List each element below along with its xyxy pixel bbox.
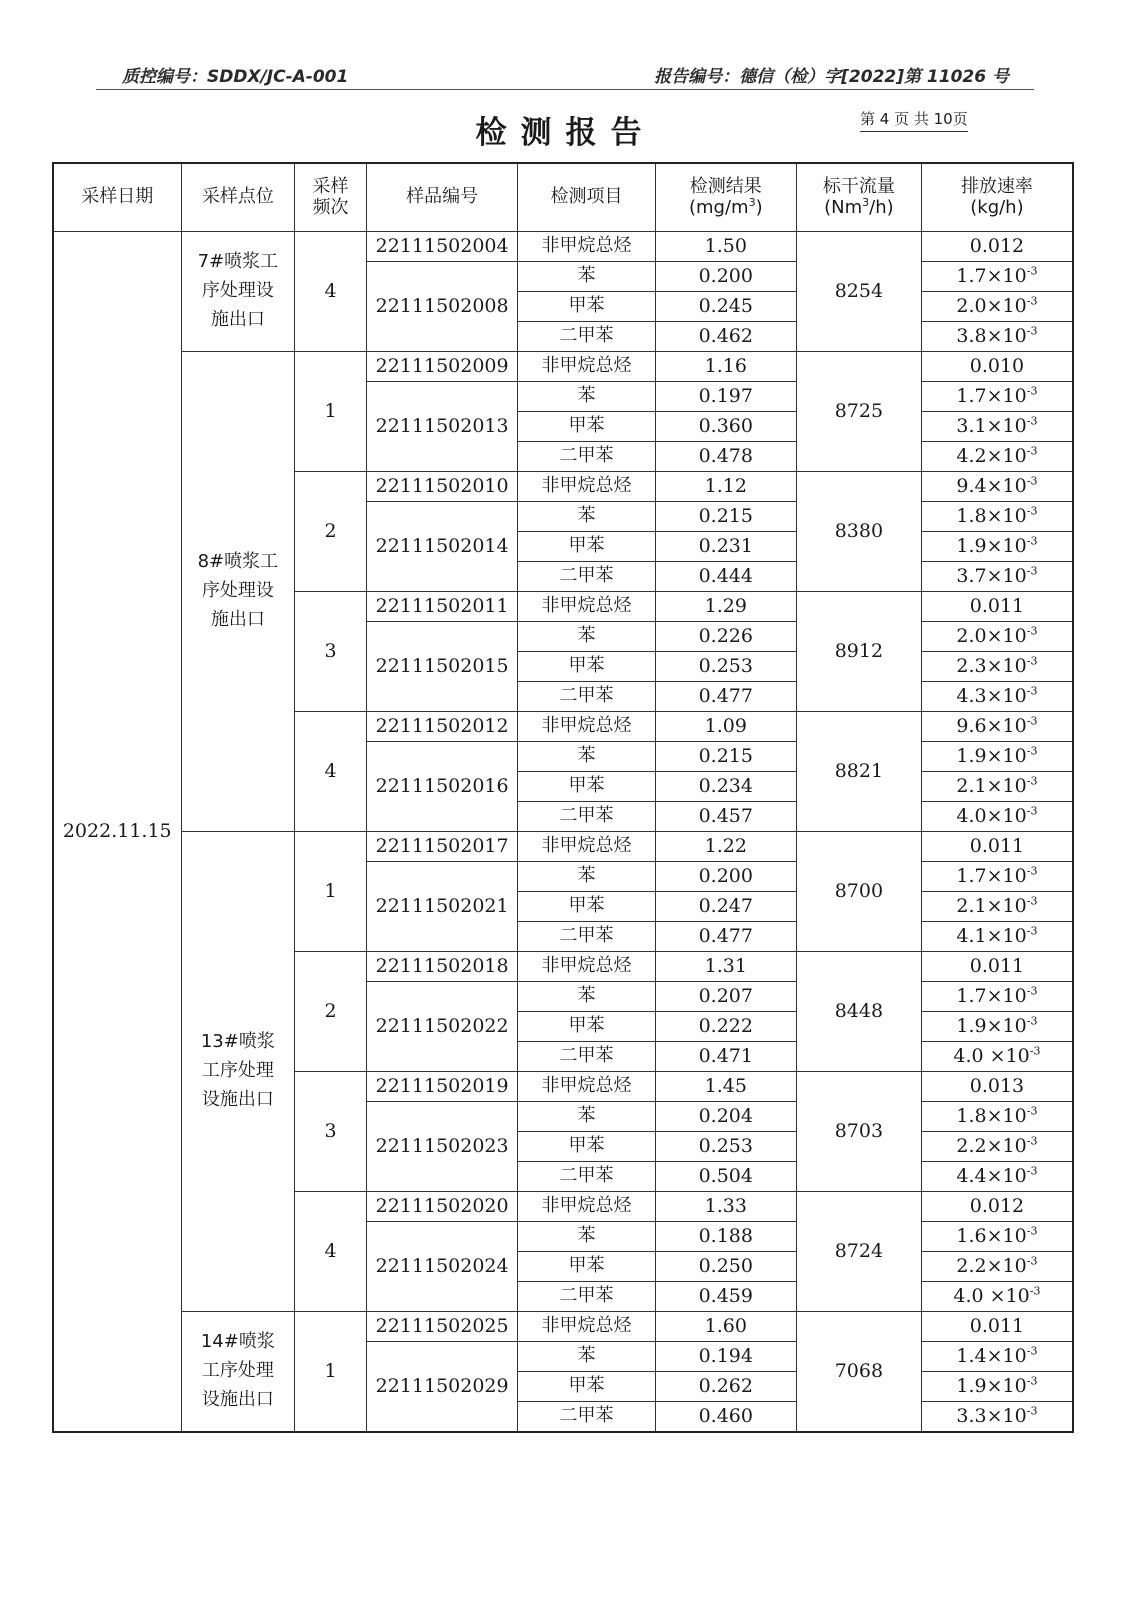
emission-rate: $2.0\times 10^{-3}$ (921, 292, 1073, 322)
table-header-row (53, 163, 1073, 232)
test-result: 0.262 (655, 1372, 796, 1402)
test-result: 0.234 (655, 772, 796, 802)
test-result: 0.226 (655, 622, 796, 652)
sample-number: 22111502011 (366, 592, 518, 622)
test-result: 1.60 (655, 1312, 796, 1342)
test-item: 甲苯 (518, 772, 655, 802)
test-result: 0.215 (655, 502, 796, 532)
test-result: 0.457 (655, 802, 796, 832)
table-row (53, 352, 1073, 382)
test-result: 0.459 (655, 1282, 796, 1312)
emission-rate: 0.011 (921, 592, 1073, 622)
sample-number: 22111502024 (366, 1222, 518, 1312)
emission-rate: $9.4\times 10^{-3}$ (921, 472, 1073, 502)
sample-number: 22111502012 (366, 712, 518, 742)
emission-rate: $1.8\times 10^{-3}$ (921, 1102, 1073, 1132)
test-item: 甲苯 (518, 652, 655, 682)
emission-rate: 0.010 (921, 352, 1073, 382)
test-result: 0.245 (655, 292, 796, 322)
header-test-item: 检测项目 (518, 163, 655, 232)
sampling-frequency: 3 (295, 1072, 367, 1192)
test-item: 非甲烷总烃 (518, 352, 655, 382)
emission-rate: 0.011 (921, 1312, 1073, 1342)
test-item: 二甲苯 (518, 322, 655, 352)
emission-rate: $1.8\times 10^{-3}$ (921, 502, 1073, 532)
test-item: 二甲苯 (518, 1162, 655, 1192)
test-item: 非甲烷总烃 (518, 592, 655, 622)
sampling-location: 13#喷浆 工序处理 设施出口 (181, 832, 295, 1312)
header-sampling-location: 采样点位 (181, 163, 295, 232)
sample-number: 22111502014 (366, 502, 518, 592)
emission-rate: $3.1\times 10^{-3}$ (921, 412, 1073, 442)
test-item: 非甲烷总烃 (518, 1072, 655, 1102)
test-item: 二甲苯 (518, 802, 655, 832)
emission-rate: $4.1\times 10^{-3}$ (921, 922, 1073, 952)
test-item: 非甲烷总烃 (518, 952, 655, 982)
test-result: 0.200 (655, 262, 796, 292)
standard-flow: 8254 (796, 232, 921, 352)
standard-flow: 8380 (796, 472, 921, 592)
test-item: 甲苯 (518, 1132, 655, 1162)
test-item: 苯 (518, 502, 655, 532)
header-sample-number: 样品编号 (366, 163, 518, 232)
test-item: 非甲烷总烃 (518, 832, 655, 862)
standard-flow: 8725 (796, 352, 921, 472)
test-item: 甲苯 (518, 1252, 655, 1282)
sample-number: 22111502009 (366, 352, 518, 382)
standard-flow: 8912 (796, 592, 921, 712)
sample-number: 22111502004 (366, 232, 518, 262)
page-info: 第 4 页 共 10页 (860, 108, 968, 132)
test-result: 0.200 (655, 862, 796, 892)
header-emission-rate: 排放速率 (kg/h) (921, 163, 1073, 232)
header-flow: 标干流量 (Nm$^3$/h) (796, 163, 921, 232)
test-item: 非甲烷总烃 (518, 472, 655, 502)
test-result: 0.444 (655, 562, 796, 592)
standard-flow: 8448 (796, 952, 921, 1072)
test-result: 0.477 (655, 922, 796, 952)
test-result: 1.29 (655, 592, 796, 622)
emission-rate: $2.2\times 10^{-3}$ (921, 1132, 1073, 1162)
sample-number: 22111502023 (366, 1102, 518, 1192)
emission-rate: $2.0\times 10^{-3}$ (921, 622, 1073, 652)
sampling-frequency: 4 (295, 1192, 367, 1312)
test-result: 1.22 (655, 832, 796, 862)
test-item: 苯 (518, 262, 655, 292)
page-title: 检测报告 (475, 115, 656, 151)
sample-number: 22111502015 (366, 622, 518, 712)
emission-rate: $2.3\times 10^{-3}$ (921, 652, 1073, 682)
test-result: 1.31 (655, 952, 796, 982)
test-item: 二甲苯 (518, 1282, 655, 1312)
test-item: 非甲烷总烃 (518, 712, 655, 742)
emission-rate: 0.011 (921, 952, 1073, 982)
emission-rate: $1.9\times 10^{-3}$ (921, 532, 1073, 562)
test-result: 0.462 (655, 322, 796, 352)
sampling-frequency: 2 (295, 952, 367, 1072)
sampling-location: 8#喷浆工 序处理设 施出口 (181, 352, 295, 832)
sample-number: 22111502025 (366, 1312, 518, 1342)
emission-rate: $4.0 \times 10^{-3}$ (921, 1282, 1073, 1312)
test-result: 1.33 (655, 1192, 796, 1222)
header-sampling-frequency: 采样 频次 (295, 163, 367, 232)
emission-rate: 0.012 (921, 1192, 1073, 1222)
table-row (53, 832, 1073, 862)
test-result: 0.207 (655, 982, 796, 1012)
emission-rate: 0.011 (921, 832, 1073, 862)
sample-number: 22111502020 (366, 1192, 518, 1222)
test-item: 甲苯 (518, 412, 655, 442)
emission-rate: $1.7\times 10^{-3}$ (921, 982, 1073, 1012)
test-item: 苯 (518, 622, 655, 652)
emission-rate: $4.3\times 10^{-3}$ (921, 682, 1073, 712)
test-item: 苯 (518, 1102, 655, 1132)
sample-number: 22111502013 (366, 382, 518, 472)
test-result: 0.197 (655, 382, 796, 412)
test-result: 1.12 (655, 472, 796, 502)
table-body (53, 232, 1073, 1433)
test-result: 0.478 (655, 442, 796, 472)
emission-rate: $3.8\times 10^{-3}$ (921, 322, 1073, 352)
header-divider (96, 89, 1034, 90)
test-item: 苯 (518, 982, 655, 1012)
sampling-location: 7#喷浆工 序处理设 施出口 (181, 232, 295, 352)
sample-number: 22111502022 (366, 982, 518, 1072)
test-item: 二甲苯 (518, 682, 655, 712)
header-test-result: 检测结果 $(mg/m^3)$ (655, 163, 796, 232)
emission-rate: $4.2\times 10^{-3}$ (921, 442, 1073, 472)
emission-rate: $2.1\times 10^{-3}$ (921, 892, 1073, 922)
test-result: 0.471 (655, 1042, 796, 1072)
test-result: 0.253 (655, 652, 796, 682)
emission-rate: $2.1\times 10^{-3}$ (921, 772, 1073, 802)
sample-number: 22111502021 (366, 862, 518, 952)
emission-rate: 0.013 (921, 1072, 1073, 1102)
test-item: 二甲苯 (518, 442, 655, 472)
header-sampling-date: 采样日期 (53, 163, 181, 232)
test-item: 非甲烷总烃 (518, 1312, 655, 1342)
emission-rate: $4.0\times 10^{-3}$ (921, 802, 1073, 832)
emission-rate: $3.7\times 10^{-3}$ (921, 562, 1073, 592)
test-item: 甲苯 (518, 1012, 655, 1042)
test-item: 二甲苯 (518, 922, 655, 952)
sampling-frequency: 2 (295, 472, 367, 592)
test-item: 苯 (518, 382, 655, 412)
emission-rate: $4.0 \times 10^{-3}$ (921, 1042, 1073, 1072)
sampling-frequency: 1 (295, 832, 367, 952)
emission-rate: $1.7\times 10^{-3}$ (921, 382, 1073, 412)
emission-rate: $1.6\times 10^{-3}$ (921, 1222, 1073, 1252)
test-item: 甲苯 (518, 1372, 655, 1402)
standard-flow: 7068 (796, 1312, 921, 1433)
test-item: 苯 (518, 862, 655, 892)
standard-flow: 8821 (796, 712, 921, 832)
test-result: 0.247 (655, 892, 796, 922)
test-item: 甲苯 (518, 532, 655, 562)
test-result: 0.194 (655, 1342, 796, 1372)
emission-rate: $1.9\times 10^{-3}$ (921, 1012, 1073, 1042)
test-item: 甲苯 (518, 892, 655, 922)
standard-flow: 8700 (796, 832, 921, 952)
table-row (53, 1312, 1073, 1342)
sample-number: 22111502019 (366, 1072, 518, 1102)
test-result: 0.231 (655, 532, 796, 562)
test-result: 0.504 (655, 1162, 796, 1192)
sampling-frequency: 1 (295, 1312, 367, 1433)
results-table (52, 162, 1074, 1433)
standard-flow: 8703 (796, 1072, 921, 1192)
emission-rate: 0.012 (921, 232, 1073, 262)
sampling-frequency: 3 (295, 592, 367, 712)
sampling-frequency: 4 (295, 712, 367, 832)
qc-code: 质控编号：SDDX/JC-A-001 (122, 67, 349, 87)
test-result: 0.477 (655, 682, 796, 712)
test-item: 二甲苯 (518, 1042, 655, 1072)
standard-flow: 8724 (796, 1192, 921, 1312)
test-result: 0.188 (655, 1222, 796, 1252)
test-result: 1.50 (655, 232, 796, 262)
test-result: 1.09 (655, 712, 796, 742)
sampling-date: 2022.11.15 (53, 232, 181, 1433)
test-result: 0.460 (655, 1402, 796, 1433)
emission-rate: $1.4\times 10^{-3}$ (921, 1342, 1073, 1372)
test-item: 非甲烷总烃 (518, 232, 655, 262)
test-result: 0.250 (655, 1252, 796, 1282)
emission-rate: $1.7\times 10^{-3}$ (921, 862, 1073, 892)
sample-number: 22111502010 (366, 472, 518, 502)
emission-rate: $4.4\times 10^{-3}$ (921, 1162, 1073, 1192)
emission-rate: $2.2\times 10^{-3}$ (921, 1252, 1073, 1282)
sampling-location: 14#喷浆 工序处理 设施出口 (181, 1312, 295, 1433)
test-result: 0.253 (655, 1132, 796, 1162)
test-item: 非甲烷总烃 (518, 1192, 655, 1222)
test-result: 1.16 (655, 352, 796, 382)
test-result: 0.215 (655, 742, 796, 772)
sampling-frequency: 4 (295, 232, 367, 352)
report-number: 报告编号：德信（检）字[2022]第 11026 号 (654, 67, 1009, 87)
test-result: 1.45 (655, 1072, 796, 1102)
test-item: 甲苯 (518, 292, 655, 322)
table-row (53, 232, 1073, 262)
sample-number: 22111502018 (366, 952, 518, 982)
test-item: 苯 (518, 1342, 655, 1372)
sample-number: 22111502029 (366, 1342, 518, 1433)
sample-number: 22111502016 (366, 742, 518, 832)
emission-rate: $9.6\times 10^{-3}$ (921, 712, 1073, 742)
sampling-frequency: 1 (295, 352, 367, 472)
emission-rate: $1.9\times 10^{-3}$ (921, 1372, 1073, 1402)
test-item: 苯 (518, 742, 655, 772)
sample-number: 22111502017 (366, 832, 518, 862)
test-item: 苯 (518, 1222, 655, 1252)
test-item: 二甲苯 (518, 562, 655, 592)
emission-rate: $3.3\times 10^{-3}$ (921, 1402, 1073, 1433)
test-result: 0.204 (655, 1102, 796, 1132)
sample-number: 22111502008 (366, 262, 518, 352)
emission-rate: $1.7\times 10^{-3}$ (921, 262, 1073, 292)
emission-rate: $1.9\times 10^{-3}$ (921, 742, 1073, 772)
test-item: 二甲苯 (518, 1402, 655, 1433)
test-result: 0.222 (655, 1012, 796, 1042)
test-result: 0.360 (655, 412, 796, 442)
